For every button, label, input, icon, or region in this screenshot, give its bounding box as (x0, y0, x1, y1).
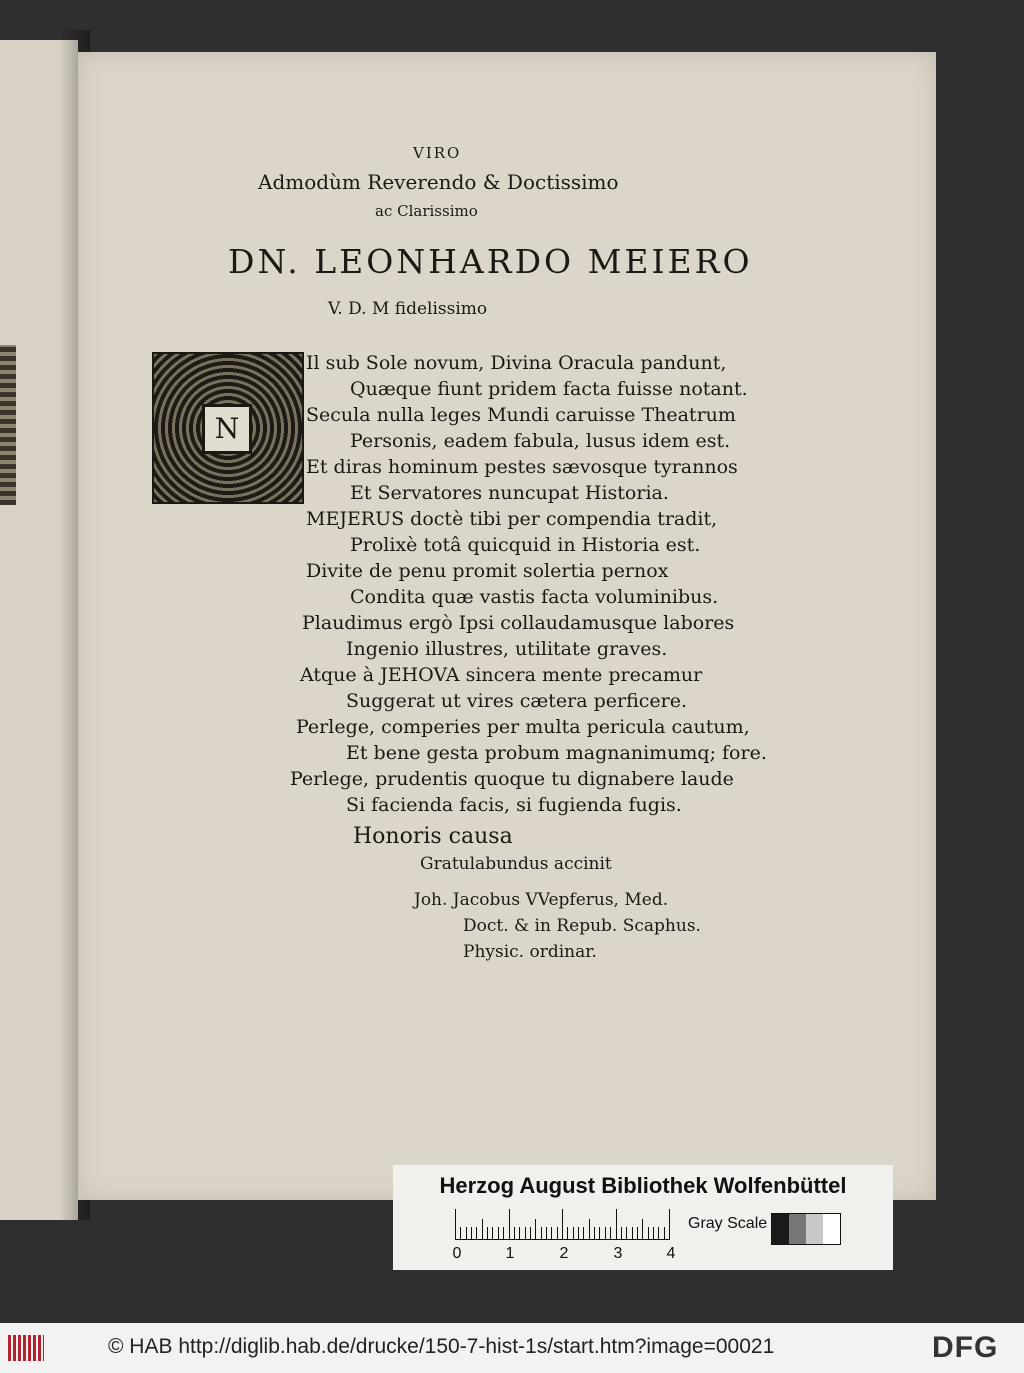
scale-ruler (455, 1209, 670, 1240)
ruler-tick (487, 1227, 488, 1239)
grayscale-swatch (806, 1214, 823, 1244)
author-line: Doct. & in Repub. Scaphus. (463, 916, 701, 936)
previous-page-ornament (0, 345, 16, 505)
footer-bar (0, 1323, 1024, 1373)
ruler-tick (551, 1227, 552, 1239)
author-line: Joh. Jacobus VVepferus, Med. (414, 890, 669, 910)
ruler-tick (664, 1227, 665, 1239)
hab-barcode-icon (8, 1335, 44, 1361)
ruler-tick (498, 1227, 499, 1239)
heading-viro: VIRO (413, 144, 462, 162)
ruler-tick (583, 1227, 584, 1239)
ruler-tick (589, 1219, 590, 1239)
ruler-tick (460, 1227, 461, 1239)
ruler-tick (541, 1227, 542, 1239)
library-color-strip (393, 1165, 893, 1270)
poem-line: Atque à JEHOVA sincera mente precamur (300, 664, 703, 686)
ruler-tick (557, 1227, 558, 1239)
ruler-tick (535, 1219, 536, 1239)
poem-line: Condita quæ vastis facta voluminibus. (350, 586, 719, 608)
scale-number: 0 (452, 1245, 462, 1262)
ruler-tick (632, 1227, 633, 1239)
ruler-tick (514, 1227, 515, 1239)
heading-admodum: Admodùm Reverendo & Doctissimo (258, 170, 619, 194)
poem-line: Ingenio illustres, utilitate graves. (346, 638, 668, 660)
scale-number: 3 (613, 1245, 623, 1262)
poem-line: MEJERUS doctè tibi per compendia tradit, (306, 508, 718, 530)
poem-line: Personis, eadem fabula, lusus idem est. (350, 430, 731, 452)
ruler-tick (503, 1227, 504, 1239)
initial-letter: N (202, 404, 252, 454)
ruler-tick (642, 1219, 643, 1239)
ruler-tick (621, 1227, 622, 1239)
poem-line: Perlege, prudentis quoque tu dignabere laude (290, 768, 734, 790)
grayscale-label: Gray Scale (688, 1215, 768, 1232)
decorated-initial (152, 352, 304, 504)
ruler-tick (605, 1227, 606, 1239)
scale-number: 2 (559, 1245, 569, 1262)
ruler-tick (471, 1227, 472, 1239)
book-page (78, 52, 936, 1200)
gratulabundus-line: Gratulabundus accinit (420, 854, 612, 874)
ruler-tick (610, 1227, 611, 1239)
ruler-tick (573, 1227, 574, 1239)
ruler-tick (525, 1227, 526, 1239)
dedicatee-name: DN. LEONHARDO MEIERO (228, 242, 753, 281)
heading-vdm: V. D. M fidelissimo (328, 299, 488, 319)
scale-number: 1 (505, 1245, 515, 1262)
ruler-tick (567, 1227, 568, 1239)
ruler-tick (492, 1227, 493, 1239)
poem-line: Et Servatores nuncupat Historia. (350, 482, 669, 504)
ruler-tick (669, 1209, 670, 1239)
poem-line: Secula nulla leges Mundi caruisse Theatrum (306, 404, 736, 426)
grayscale-swatch (772, 1214, 789, 1244)
ruler-tick (546, 1227, 547, 1239)
grayscale-swatches (771, 1213, 841, 1245)
ruler-tick (476, 1227, 477, 1239)
poem-line: Si facienda facis, si fugienda fugis. (346, 794, 682, 816)
ruler-tick (653, 1227, 654, 1239)
ruler-tick (594, 1227, 595, 1239)
ruler-tick (648, 1227, 649, 1239)
ruler-tick (530, 1227, 531, 1239)
ruler-tick (466, 1227, 467, 1239)
ruler-tick (509, 1209, 510, 1239)
ruler-tick (616, 1209, 617, 1239)
ruler-tick (637, 1227, 638, 1239)
poem-line: Et bene gesta probum magnanimumq; fore. (346, 742, 767, 764)
poem-line: Il sub Sole novum, Divina Oracula pandunt, (306, 352, 727, 374)
poem-line: Suggerat ut vires cætera perficere. (346, 690, 687, 712)
poem-line: Divite de penu promit solertia pernox (306, 560, 669, 582)
ruler-tick (578, 1227, 579, 1239)
heading-clarissimo: ac Clarissimo (375, 202, 478, 220)
poem-line: Et diras hominum pestes sævosque tyrannos (306, 456, 738, 478)
author-line: Physic. ordinar. (463, 942, 597, 962)
scale-number: 4 (666, 1245, 676, 1262)
dfg-logo: DFG (932, 1331, 999, 1364)
ruler-tick (562, 1209, 563, 1239)
ruler-tick (482, 1219, 483, 1239)
ruler-tick (626, 1227, 627, 1239)
poem-line: Plaudimus ergò Ipsi collaudamusque labores (302, 612, 735, 634)
grayscale-swatch (823, 1214, 840, 1244)
ruler-tick (658, 1227, 659, 1239)
grayscale-swatch (789, 1214, 806, 1244)
poem-line: Perlege, comperies per multa pericula cautum, (296, 716, 750, 738)
poem-line: Quæque fiunt pridem facta fuisse notant. (350, 378, 748, 400)
ruler-tick (455, 1209, 456, 1239)
library-name: Herzog August Bibliothek Wolfenbüttel (439, 1173, 847, 1198)
ruler-tick (599, 1227, 600, 1239)
poem-line: Prolixè totâ quicquid in Historia est. (350, 534, 701, 556)
source-url[interactable]: © HAB http://diglib.hab.de/drucke/150-7-hist-1s/start.htm?image=00021 (108, 1335, 775, 1358)
ruler-tick (519, 1227, 520, 1239)
honoris-causa: Honoris causa (353, 824, 513, 849)
